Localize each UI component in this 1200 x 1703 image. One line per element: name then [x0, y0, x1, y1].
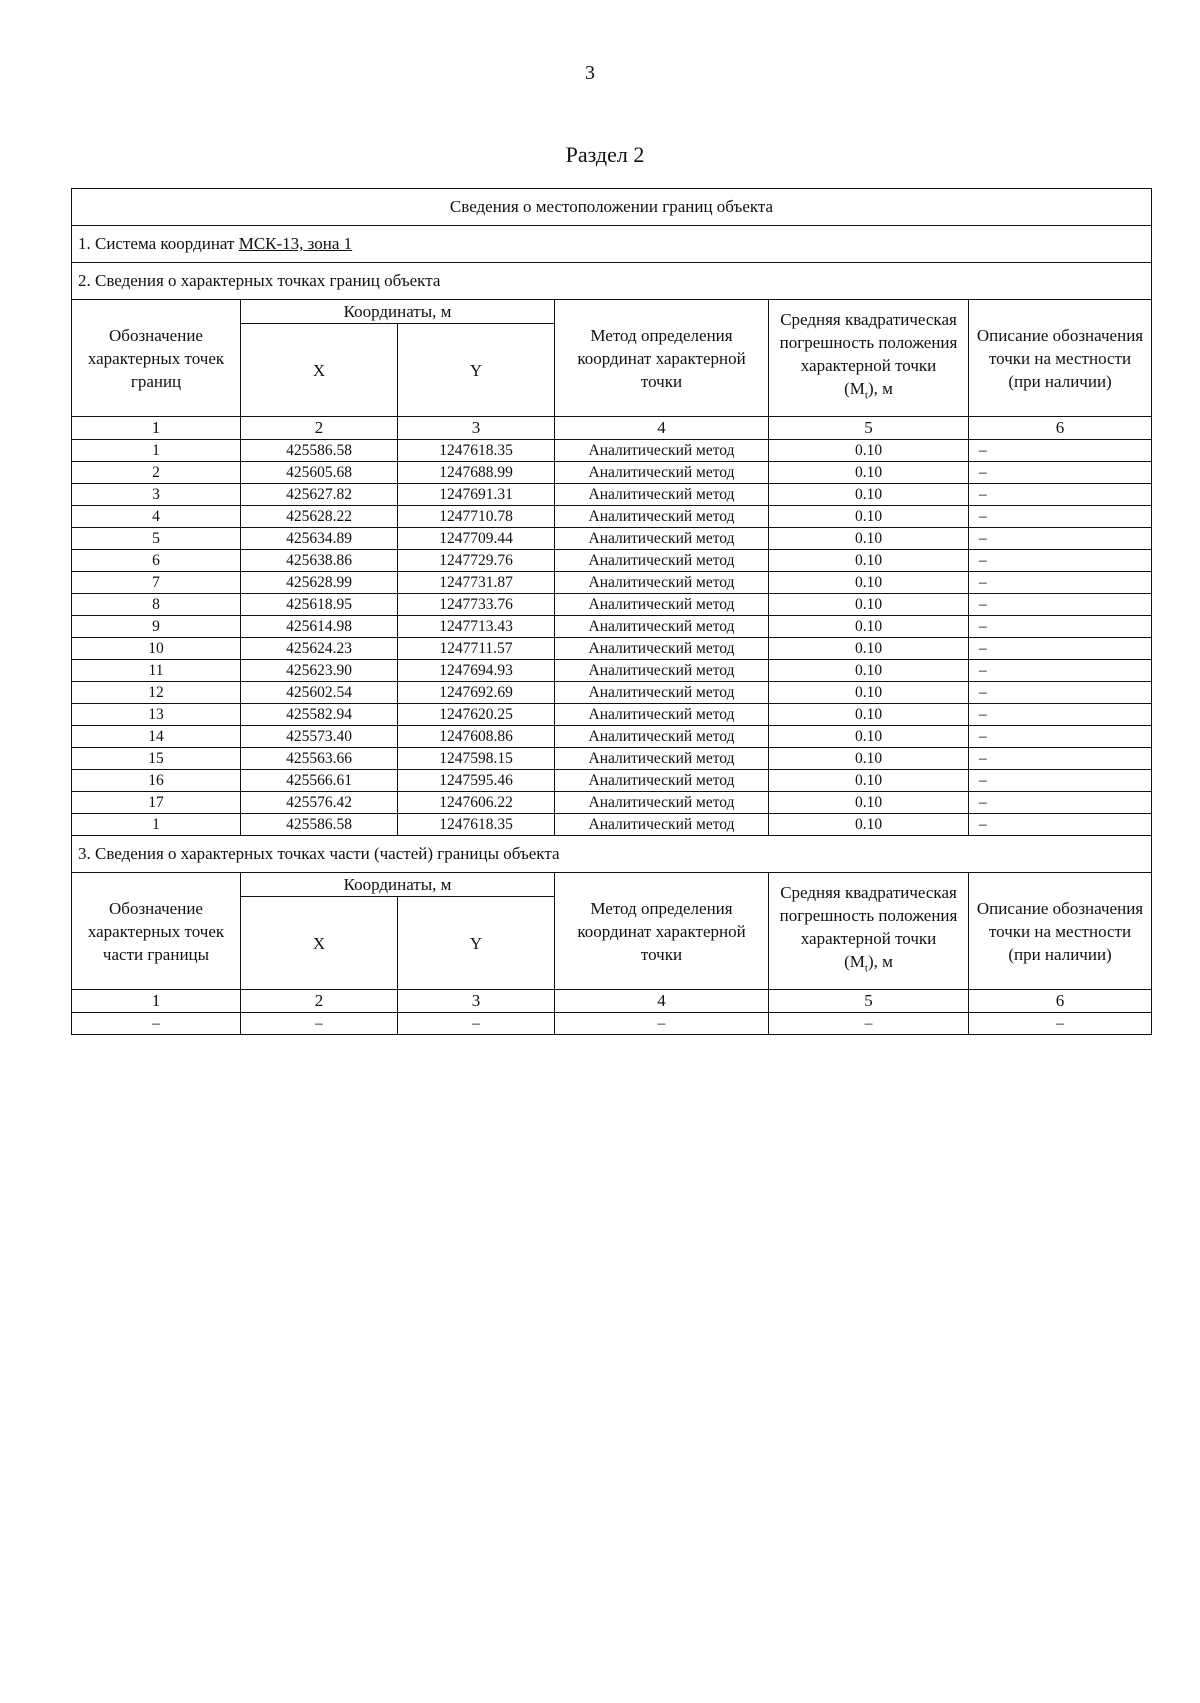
table-row [72, 594, 1152, 616]
part3-header-y: Y [398, 897, 555, 990]
part3-rows [72, 1013, 1152, 1035]
table-cell: Аналитический метод [555, 660, 769, 682]
table-cell: Аналитический метод [555, 792, 769, 814]
table-cell: 12 [72, 682, 241, 704]
table-cell: 0.10 [769, 462, 969, 484]
part3-header [72, 873, 1152, 990]
table-cell: Аналитический метод [555, 704, 769, 726]
table-cell: – [72, 1013, 241, 1035]
table-cell: 425628.22 [241, 506, 398, 528]
table-row [72, 1013, 1152, 1035]
part3-header-error-text: Средняя квадратическая погрешность положения характерной точки [779, 883, 958, 949]
table-cell: 10 [72, 638, 241, 660]
table-cell: Аналитический метод [555, 638, 769, 660]
table-cell: 425586.58 [241, 814, 398, 836]
table-cell: – [969, 572, 1152, 594]
table-cell: Аналитический метод [555, 506, 769, 528]
part2-col-number: 3 [398, 417, 555, 440]
table-cell: 0.10 [769, 550, 969, 572]
table-cell: Аналитический метод [555, 462, 769, 484]
table-cell: Аналитический метод [555, 440, 769, 462]
part3-col-number: 2 [241, 990, 398, 1013]
table-cell: 1247711.57 [398, 638, 555, 660]
table-cell: Аналитический метод [555, 682, 769, 704]
table-cell: 425576.42 [241, 792, 398, 814]
table-cell: – [969, 792, 1152, 814]
table-cell: 0.10 [769, 484, 969, 506]
table-cell: 425563.66 [241, 748, 398, 770]
table-cell: 14 [72, 726, 241, 748]
part3-header-method: Метод определения координат характерной точки [555, 873, 769, 990]
table-cell: 425628.99 [241, 572, 398, 594]
table-cell: Аналитический метод [555, 484, 769, 506]
table-cell: 0.10 [769, 660, 969, 682]
part3-header-error-unit: $(M_t)$, м [844, 952, 893, 975]
table-row [72, 814, 1152, 836]
part2-header [72, 300, 1152, 417]
table-cell: 0.10 [769, 704, 969, 726]
table-cell: Аналитический метод [555, 814, 769, 836]
table-cell: 7 [72, 572, 241, 594]
table-cell: 425566.61 [241, 770, 398, 792]
part3-col-number: 1 [72, 990, 241, 1013]
table-cell: – [969, 726, 1152, 748]
table-row [72, 462, 1152, 484]
part3-header-description: Описание обозначения точки на местности (при наличии) [969, 873, 1152, 990]
table-cell: – [969, 682, 1152, 704]
table-cell: 1 [72, 440, 241, 462]
table-cell: – [969, 770, 1152, 792]
page-number: 3 [585, 62, 595, 84]
table-row [72, 572, 1152, 594]
table-row [72, 440, 1152, 462]
table-cell: 1247729.76 [398, 550, 555, 572]
table-row [72, 726, 1152, 748]
part2-header-error-text: Средняя квадратическая погрешность положения характерной точки [779, 310, 958, 376]
part2-col-number: 5 [769, 417, 969, 440]
part2-header-x: X [241, 324, 398, 417]
table-title: Сведения о местоположении границ объекта [72, 189, 1152, 226]
table-row [72, 528, 1152, 550]
table-row [72, 660, 1152, 682]
table-cell: 0.10 [769, 572, 969, 594]
boundary-info-table [71, 188, 1151, 1035]
table-cell: 1247713.43 [398, 616, 555, 638]
table-cell: Аналитический метод [555, 770, 769, 792]
part3-column-numbers [72, 990, 1152, 1013]
part2-header-method: Метод определения координат характерной точки [555, 300, 769, 417]
table-cell: 5 [72, 528, 241, 550]
table-cell: 1247694.93 [398, 660, 555, 682]
table-cell: 1247598.15 [398, 748, 555, 770]
table-cell: 1247733.76 [398, 594, 555, 616]
table-cell: – [769, 1013, 969, 1035]
table-cell: 1247710.78 [398, 506, 555, 528]
table-cell: 13 [72, 704, 241, 726]
part2-header-error-unit: $(M_t)$, м [844, 379, 893, 402]
table-cell: 1247709.44 [398, 528, 555, 550]
table-cell: 425614.98 [241, 616, 398, 638]
table-cell: – [969, 616, 1152, 638]
table-cell: Аналитический метод [555, 594, 769, 616]
table-cell: 0.10 [769, 726, 969, 748]
table-cell: – [555, 1013, 769, 1035]
part2-col-number: 4 [555, 417, 769, 440]
table-cell: 1247618.35 [398, 814, 555, 836]
part2-col-number: 2 [241, 417, 398, 440]
part2-rows [72, 440, 1152, 836]
table-row [72, 550, 1152, 572]
table-row [72, 682, 1152, 704]
table-cell: 17 [72, 792, 241, 814]
table-row [72, 770, 1152, 792]
table-cell: 6 [72, 550, 241, 572]
table-cell: 0.10 [769, 748, 969, 770]
table-row [72, 748, 1152, 770]
part2-col-number: 1 [72, 417, 241, 440]
table-cell: – [969, 462, 1152, 484]
table-cell: 425586.58 [241, 440, 398, 462]
table-cell: 15 [72, 748, 241, 770]
table-cell: 425638.86 [241, 550, 398, 572]
part3-col-number: 3 [398, 990, 555, 1013]
table-cell: – [398, 1013, 555, 1035]
part3-header-designation: Обозначение характерных точек части границы [72, 873, 241, 990]
table-cell: Аналитический метод [555, 550, 769, 572]
table-cell: 0.10 [769, 682, 969, 704]
table-cell: 1247618.35 [398, 440, 555, 462]
table-cell: 425634.89 [241, 528, 398, 550]
table-row [72, 638, 1152, 660]
coord-system-row [72, 226, 1152, 263]
table-cell: – [969, 506, 1152, 528]
table-cell: 1247691.31 [398, 484, 555, 506]
table-cell: Аналитический метод [555, 572, 769, 594]
table-cell: 1247731.87 [398, 572, 555, 594]
table-cell: – [969, 704, 1152, 726]
part2-col-number: 6 [969, 417, 1152, 440]
table-cell: – [969, 638, 1152, 660]
table-cell: Аналитический метод [555, 748, 769, 770]
table-cell: 1247606.22 [398, 792, 555, 814]
part3-header-coords: Координаты, м [241, 873, 555, 897]
part2-header-designation: Обозначение характерных точек границ [72, 300, 241, 417]
table-cell: 425602.54 [241, 682, 398, 704]
table-cell: – [969, 594, 1152, 616]
table-cell: 425627.82 [241, 484, 398, 506]
table-cell: 1247692.69 [398, 682, 555, 704]
table-row [72, 704, 1152, 726]
table-cell: 1247620.25 [398, 704, 555, 726]
table-cell: – [969, 484, 1152, 506]
part3-col-number: 4 [555, 990, 769, 1013]
table-row [72, 506, 1152, 528]
table-cell: 0.10 [769, 770, 969, 792]
table-cell: – [969, 814, 1152, 836]
coord-system-value: МСК-13, зона 1 [238, 234, 353, 253]
table-cell: 11 [72, 660, 241, 682]
table-cell: 0.10 [769, 814, 969, 836]
coord-system-label: 1. Система координат [78, 234, 239, 253]
table-cell: 8 [72, 594, 241, 616]
part2-title: 2. Сведения о характерных точках границ объекта [72, 263, 1152, 300]
table-cell: Аналитический метод [555, 528, 769, 550]
table-cell: 2 [72, 462, 241, 484]
section-title: Раздел 2 [565, 142, 645, 167]
table-cell: 425618.95 [241, 594, 398, 616]
table-cell: – [969, 528, 1152, 550]
table-cell: – [969, 748, 1152, 770]
table-cell: 425605.68 [241, 462, 398, 484]
table-cell: 1247595.46 [398, 770, 555, 792]
part3-title: 3. Сведения о характерных точках части (частей) границы объекта [72, 836, 1152, 873]
table-cell: – [969, 660, 1152, 682]
part2-header-y: Y [398, 324, 555, 417]
table-cell: 1247688.99 [398, 462, 555, 484]
table-cell: 0.10 [769, 594, 969, 616]
table-cell: – [969, 440, 1152, 462]
table-row [72, 792, 1152, 814]
table-cell: 0.10 [769, 506, 969, 528]
table-cell: Аналитический метод [555, 616, 769, 638]
table-cell: 4 [72, 506, 241, 528]
table-row [72, 616, 1152, 638]
part2-header-description: Описание обозначения точки на местности (при наличии) [969, 300, 1152, 417]
table-cell: – [241, 1013, 398, 1035]
table-cell: 1247608.86 [398, 726, 555, 748]
table-cell: 0.10 [769, 528, 969, 550]
table-cell: 0.10 [769, 638, 969, 660]
table-cell: 425573.40 [241, 726, 398, 748]
table-cell: 3 [72, 484, 241, 506]
table-cell: 425623.90 [241, 660, 398, 682]
part3-col-number: 6 [969, 990, 1152, 1013]
table-cell: 425624.23 [241, 638, 398, 660]
table-cell: 0.10 [769, 616, 969, 638]
table-cell: 425582.94 [241, 704, 398, 726]
part2-header-coords: Координаты, м [241, 300, 555, 324]
table-cell: 0.10 [769, 440, 969, 462]
table-cell: Аналитический метод [555, 726, 769, 748]
table-cell: – [969, 1013, 1152, 1035]
table-row [72, 484, 1152, 506]
part2-header-error [769, 300, 969, 417]
table-cell: – [969, 550, 1152, 572]
part3-header-error [769, 873, 969, 990]
table-cell: 16 [72, 770, 241, 792]
table-cell: 1 [72, 814, 241, 836]
table-cell: 9 [72, 616, 241, 638]
table-cell: 0.10 [769, 792, 969, 814]
part3-header-x: X [241, 897, 398, 990]
part3-col-number: 5 [769, 990, 969, 1013]
part2-column-numbers [72, 417, 1152, 440]
